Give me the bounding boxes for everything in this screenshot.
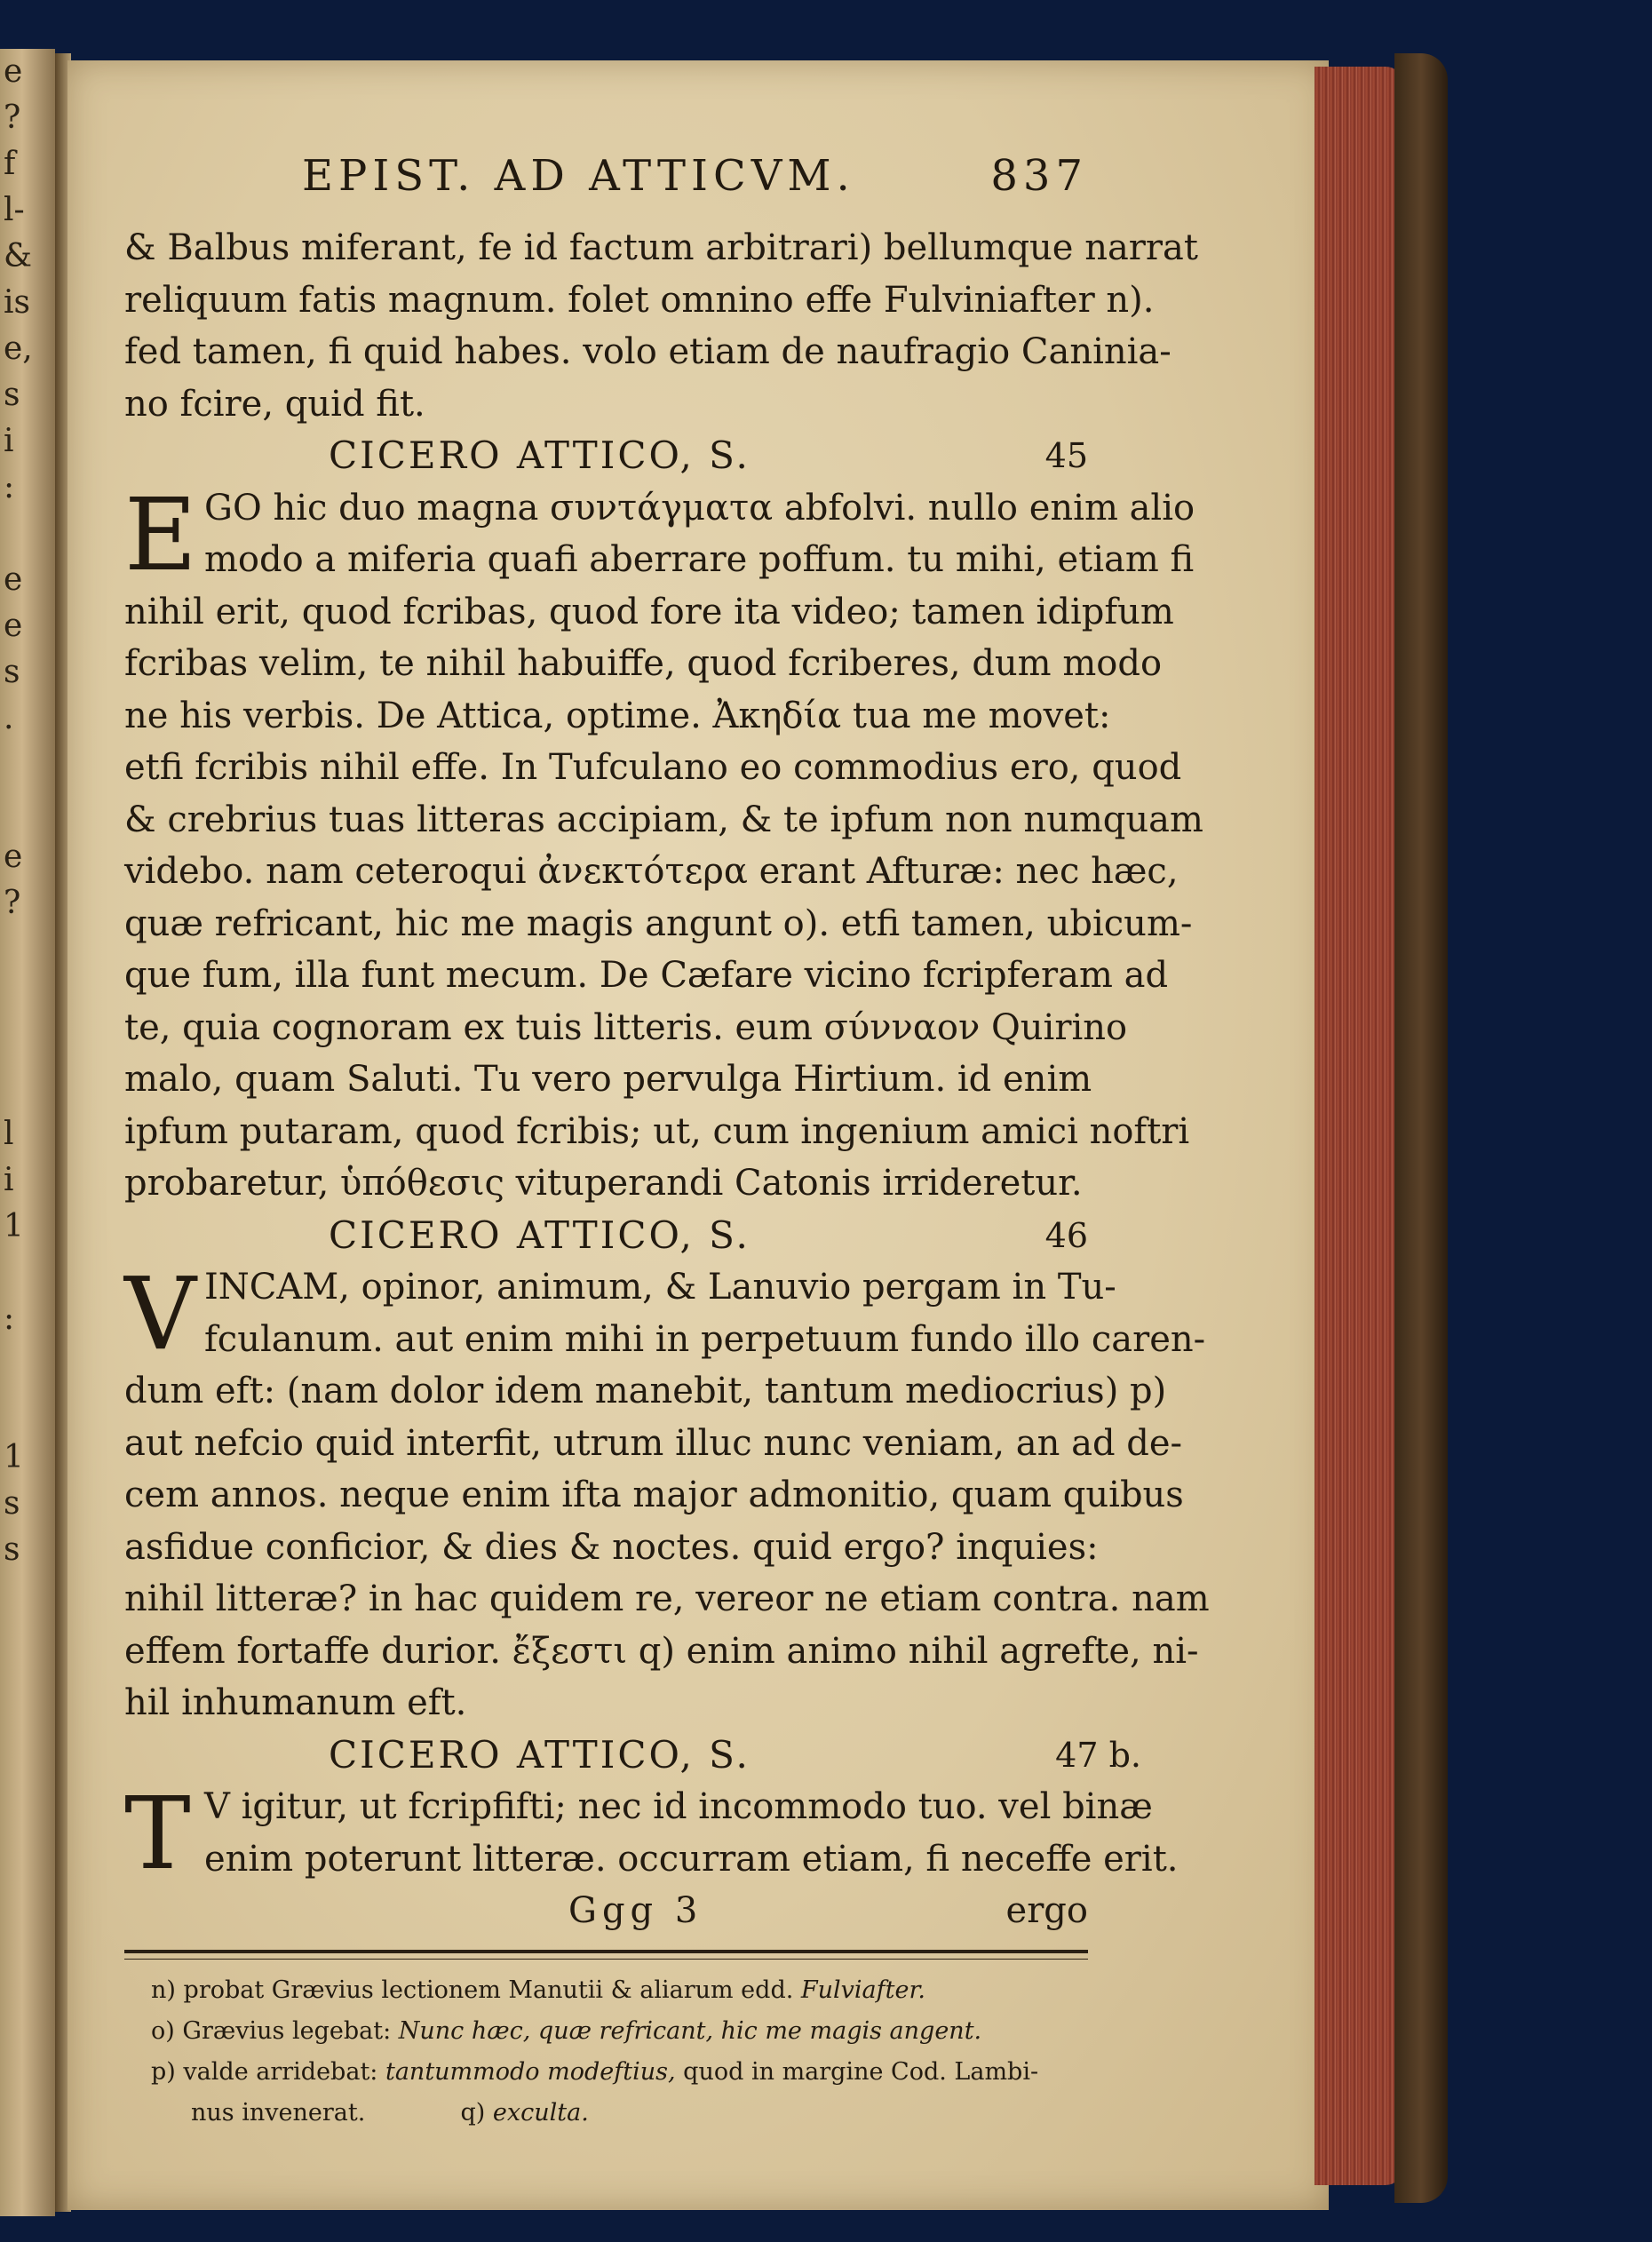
book-cover-edge (1394, 53, 1448, 2203)
footnote-label: p) (151, 2057, 176, 2086)
previous-page-margin-text (4, 49, 50, 2216)
margin-char: i (4, 1162, 14, 1198)
letter-body-47 (124, 1777, 1179, 1892)
footnote-p-continued (124, 2093, 1088, 2134)
footnote-italic: Nunc hæc, quæ refricant, hic me magis angent. (398, 2016, 982, 2045)
margin-char (4, 511, 50, 557)
catch-line (124, 1885, 1088, 1937)
text-line: no fcire, quid fit. (124, 383, 425, 425)
text-line: nihil litteræ? in hac quidem re, vereor ne etiam contra. nam (124, 1578, 1210, 1619)
text-line: V igitur, ut fcripfifti; nec id incommodo tuo. vel binæ (204, 1786, 1153, 1827)
page-number: 837 (990, 151, 1088, 201)
footnote-label: n) (151, 1976, 176, 2004)
text-line: fculanum. aut enim mihi in perpetuum fundo illo caren- (204, 1318, 1206, 1360)
drop-initial: E (124, 477, 197, 593)
margin-char: e, (4, 330, 33, 367)
letter-number: 46 (1044, 1215, 1088, 1255)
footnote-rule (124, 1950, 1088, 1953)
margin-char: e (4, 839, 23, 875)
margin-char: 1 (4, 1208, 24, 1244)
letter-heading-text: CICERO ATTICO, S. (329, 1732, 751, 1777)
margin-char: is (4, 284, 30, 321)
footnote-text: Grævius legebat: (182, 2016, 392, 2045)
margin-char: s (4, 377, 20, 413)
text-line: fcribas velim, te nihil habuiffe, quod fcriberes, dum modo (124, 643, 1163, 684)
footnote-text: probat Grævius lectionem Manutii & aliarum edd. (183, 1976, 794, 2004)
text-line: que fum, illa funt mecum. De Cæfare vicino fcripferam ad (124, 955, 1169, 996)
margin-char: f (4, 146, 16, 182)
text-line: malo, quam Saluti. Tu vero pervulga Hirtium. id enim (124, 1059, 1092, 1100)
margin-char (4, 973, 50, 1019)
margin-char: ? (4, 99, 21, 136)
footnote-label: o) (151, 2016, 175, 2045)
page-text-block (124, 151, 1210, 2134)
letter-heading-text: CICERO ATTICO, S. (329, 1212, 751, 1257)
margin-char (4, 1019, 50, 1065)
page-fore-edge (1314, 67, 1403, 2185)
footnote-text: nus invenerat. (191, 2098, 366, 2127)
letter-body-45 (124, 477, 1203, 1210)
text-line: enim poterunt litteræ. occurram etiam, fi neceffe erit. (204, 1838, 1179, 1880)
footnote-p (124, 2052, 1088, 2093)
footnote-text: quod in margine Cod. Lambi- (683, 2057, 1039, 2086)
margin-char (4, 1065, 50, 1111)
margin-char: s (4, 1485, 20, 1522)
signature-mark: Ggg 3 (568, 1890, 703, 1931)
margin-char: e (4, 53, 23, 90)
footnote-italic: exculta. (492, 2098, 589, 2127)
margin-char (4, 788, 50, 834)
text-line: quæ refricant, hic me magis angunt o). etfi tamen, ubicum- (124, 902, 1193, 944)
letter-number: 45 (1044, 436, 1088, 475)
text-line: ne his verbis. De Attica, optime. Ἀκηδία tua me movet: (124, 695, 1111, 736)
text-line: & Balbus miferant, fe id factum arbitrari) bellumque narrat (124, 227, 1198, 268)
letter-number: 47 b. (1055, 1735, 1141, 1775)
margin-char (4, 1342, 50, 1388)
margin-char: l- (4, 192, 25, 228)
letter-heading-45 (124, 430, 1088, 482)
letter-heading-47 (124, 1729, 1141, 1782)
text-line: nihil erit, quod fcribas, quod fore ita video; tamen idipfum (124, 591, 1174, 632)
catchword: ergo (1005, 1890, 1088, 1931)
margin-char: : (4, 469, 15, 505)
text-line: effem fortaffe durior. ἔξεστι q) enim animo nihil agrefte, ni- (124, 1630, 1199, 1672)
margin-char: s (4, 1531, 20, 1568)
footnote-rule-thin (124, 1959, 1088, 1960)
footnote-text: valde arridebat: (183, 2057, 378, 2086)
margin-char (4, 1250, 50, 1296)
footnote-o (124, 2011, 1088, 2052)
text-line: reliquum fatis magnum. folet omnino effe Fulviniafter n). (124, 279, 1155, 321)
text-line: etfi fcribis nihil effe. In Tufculano eo commodius ero, quod (124, 747, 1182, 788)
margin-char: e (4, 608, 23, 644)
margin-char (4, 742, 50, 788)
text-line: cem annos. neque enim ifta major admonitio, quam quibus (124, 1475, 1184, 1515)
margin-char: ? (4, 885, 21, 921)
letter-heading-46 (124, 1210, 1088, 1262)
margin-char: & (4, 238, 33, 274)
margin-char: i (4, 423, 14, 459)
text-line: & crebrius tuas litteras accipiam, & te ipfum non numquam (124, 799, 1203, 840)
footnote-italic: tantummodo modeftius, (385, 2057, 676, 2086)
running-header (124, 151, 1088, 222)
text-line: fed tamen, fi quid habes. volo etiam de naufragio Caninia- (124, 331, 1171, 372)
letter-heading-text: CICERO ATTICO, S. (329, 433, 751, 477)
text-line: asfidue conficior, & dies & noctes. quid ergo? inquies: (124, 1526, 1099, 1568)
drop-initial: T (124, 1777, 191, 1892)
text-line: videbo. nam ceteroqui ἀνεκτότερα erant Afturæ: nec hæc, (124, 851, 1179, 892)
text-line: probaretur, ὑπόθεσις vituperandi Catonis irrideretur. (124, 1163, 1083, 1204)
margin-char (4, 926, 50, 973)
text-line: dum eft: (nam dolor idem manebit, tantum mediocrius) p) (124, 1371, 1167, 1411)
margin-char: : (4, 1300, 15, 1337)
paragraph-continued (124, 222, 1198, 430)
margin-char: . (4, 700, 14, 736)
text-line: hil inhumanum eft. (124, 1682, 467, 1723)
margin-char: 1 (4, 1439, 24, 1475)
text-line: ipfum putaram, quod fcribis; ut, cum ingenium amici noftri (124, 1110, 1190, 1152)
letter-body-46 (124, 1257, 1210, 1729)
margin-char: e (4, 561, 23, 598)
text-line: modo a miferia quafi aberrare poffum. tu mihi, etiam fi (204, 539, 1195, 580)
footnote-italic: Fulviafter. (800, 1976, 925, 2004)
text-line: aut nefcio quid interfit, utrum illuc nunc veniam, an ad de- (124, 1422, 1183, 1464)
margin-char (4, 1388, 50, 1435)
text-line: GO hic duo magna συντάγματα abfolvi. nullo enim alio (204, 487, 1195, 529)
margin-char: s (4, 654, 20, 690)
footnote-n (124, 1970, 1088, 2011)
running-title: EPIST. AD ATTICVM. (302, 151, 855, 201)
drop-initial: V (124, 1257, 196, 1372)
margin-char: l (4, 1116, 14, 1152)
previous-page-edge (0, 49, 55, 2216)
text-line: te, quia cognoram ex tuis litteris. eum σύνναον Quirino (124, 1006, 1128, 1048)
footnote-label: q) (460, 2098, 486, 2127)
text-line: INCAM, opinor, animum, & Lanuvio pergam in Tu- (204, 1267, 1116, 1308)
